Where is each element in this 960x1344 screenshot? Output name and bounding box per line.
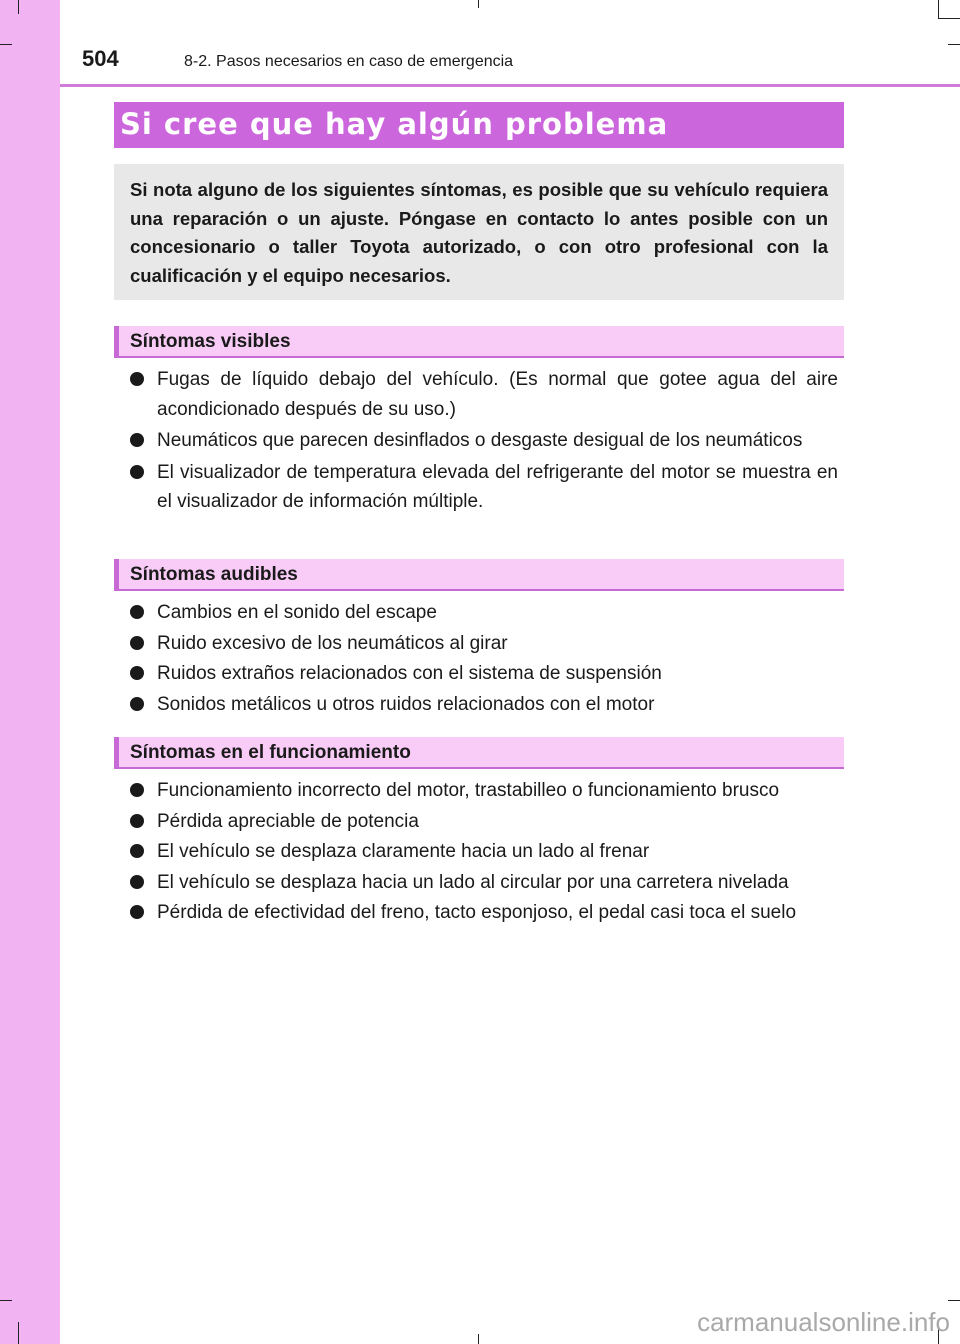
list-item: Funcionamiento incorrecto del motor, trastabilleo o funcionamiento brusco bbox=[130, 776, 838, 806]
symptom-list-audible bbox=[130, 598, 838, 719]
page-title: Si cree que hay algún problema bbox=[120, 107, 669, 141]
bullet-icon bbox=[130, 697, 144, 711]
list-item: Pérdida de efectividad del freno, tacto esponjoso, el pedal casi toca el suelo bbox=[130, 898, 838, 928]
bullet-icon bbox=[130, 844, 144, 858]
list-item: El vehículo se desplaza hacia un lado al circular por una carretera nivelada bbox=[130, 868, 838, 898]
list-item: Cambios en el sonido del escape bbox=[130, 598, 838, 628]
section-heading-label: Síntomas en el funcionamiento bbox=[130, 742, 411, 763]
list-item: Pérdida apreciable de potencia bbox=[130, 807, 838, 837]
list-item: Ruido excesivo de los neumáticos al girar bbox=[130, 629, 838, 659]
header-section-title: 8-2. Pasos necesarios en caso de emergencia bbox=[184, 53, 514, 70]
bullet-icon bbox=[130, 814, 144, 828]
bullet-icon bbox=[130, 433, 144, 447]
list-item: Neumáticos que parecen desinflados o desgaste desigual de los neumáticos bbox=[130, 426, 838, 456]
crop-mark bbox=[0, 1300, 12, 1301]
bullet-icon bbox=[130, 636, 144, 650]
page-number: 504 bbox=[82, 46, 119, 71]
section-heading-operation bbox=[114, 737, 844, 769]
intro-text: Si nota alguno de los siguientes síntomas, es posible que su vehículo requiera una reparación o un ajuste. Póngase en contacto lo antes posible con un concesionario o taller Toyota autorizado, o con otro profesional con la cualificación y el equipo necesarios. bbox=[130, 179, 828, 286]
list-item: Ruidos extraños relacionados con el sistema de suspensión bbox=[130, 659, 838, 689]
bullet-icon bbox=[130, 666, 144, 680]
list-item: El visualizador de temperatura elevada del refrigerante del motor se muestra en el visualizador de información múltiple. bbox=[130, 458, 838, 517]
list-item: Sonidos metálicos u otros ruidos relacionados con el motor bbox=[130, 690, 838, 720]
symptom-list-operation bbox=[130, 776, 838, 928]
watermark: carmanualsonline.info bbox=[697, 1307, 950, 1337]
header-rule bbox=[60, 84, 960, 87]
crop-mark bbox=[938, 0, 939, 18]
bullet-icon bbox=[130, 605, 144, 619]
section-heading-label: Síntomas audibles bbox=[130, 564, 298, 585]
left-margin-band bbox=[0, 0, 60, 1344]
symptom-list-visible bbox=[130, 365, 838, 517]
crop-mark bbox=[948, 44, 960, 45]
crop-mark bbox=[478, 0, 479, 8]
bullet-icon bbox=[130, 783, 144, 797]
crop-mark bbox=[948, 1300, 960, 1301]
crop-mark bbox=[478, 1334, 479, 1344]
bullet-icon bbox=[130, 465, 144, 479]
crop-mark bbox=[18, 0, 19, 14]
crop-mark bbox=[18, 1322, 19, 1344]
section-heading-visible bbox=[114, 326, 844, 358]
section-heading-audible bbox=[114, 559, 844, 591]
crop-mark bbox=[938, 18, 960, 19]
list-item: Fugas de líquido debajo del vehículo. (Es normal que gotee agua del aire acondicionado después de su uso.) bbox=[130, 365, 838, 424]
list-item: El vehículo se desplaza claramente hacia un lado al frenar bbox=[130, 837, 838, 867]
bullet-icon bbox=[130, 875, 144, 889]
section-heading-label: Síntomas visibles bbox=[130, 331, 291, 352]
bullet-icon bbox=[130, 372, 144, 386]
crop-mark bbox=[0, 44, 12, 45]
bullet-icon bbox=[130, 905, 144, 919]
